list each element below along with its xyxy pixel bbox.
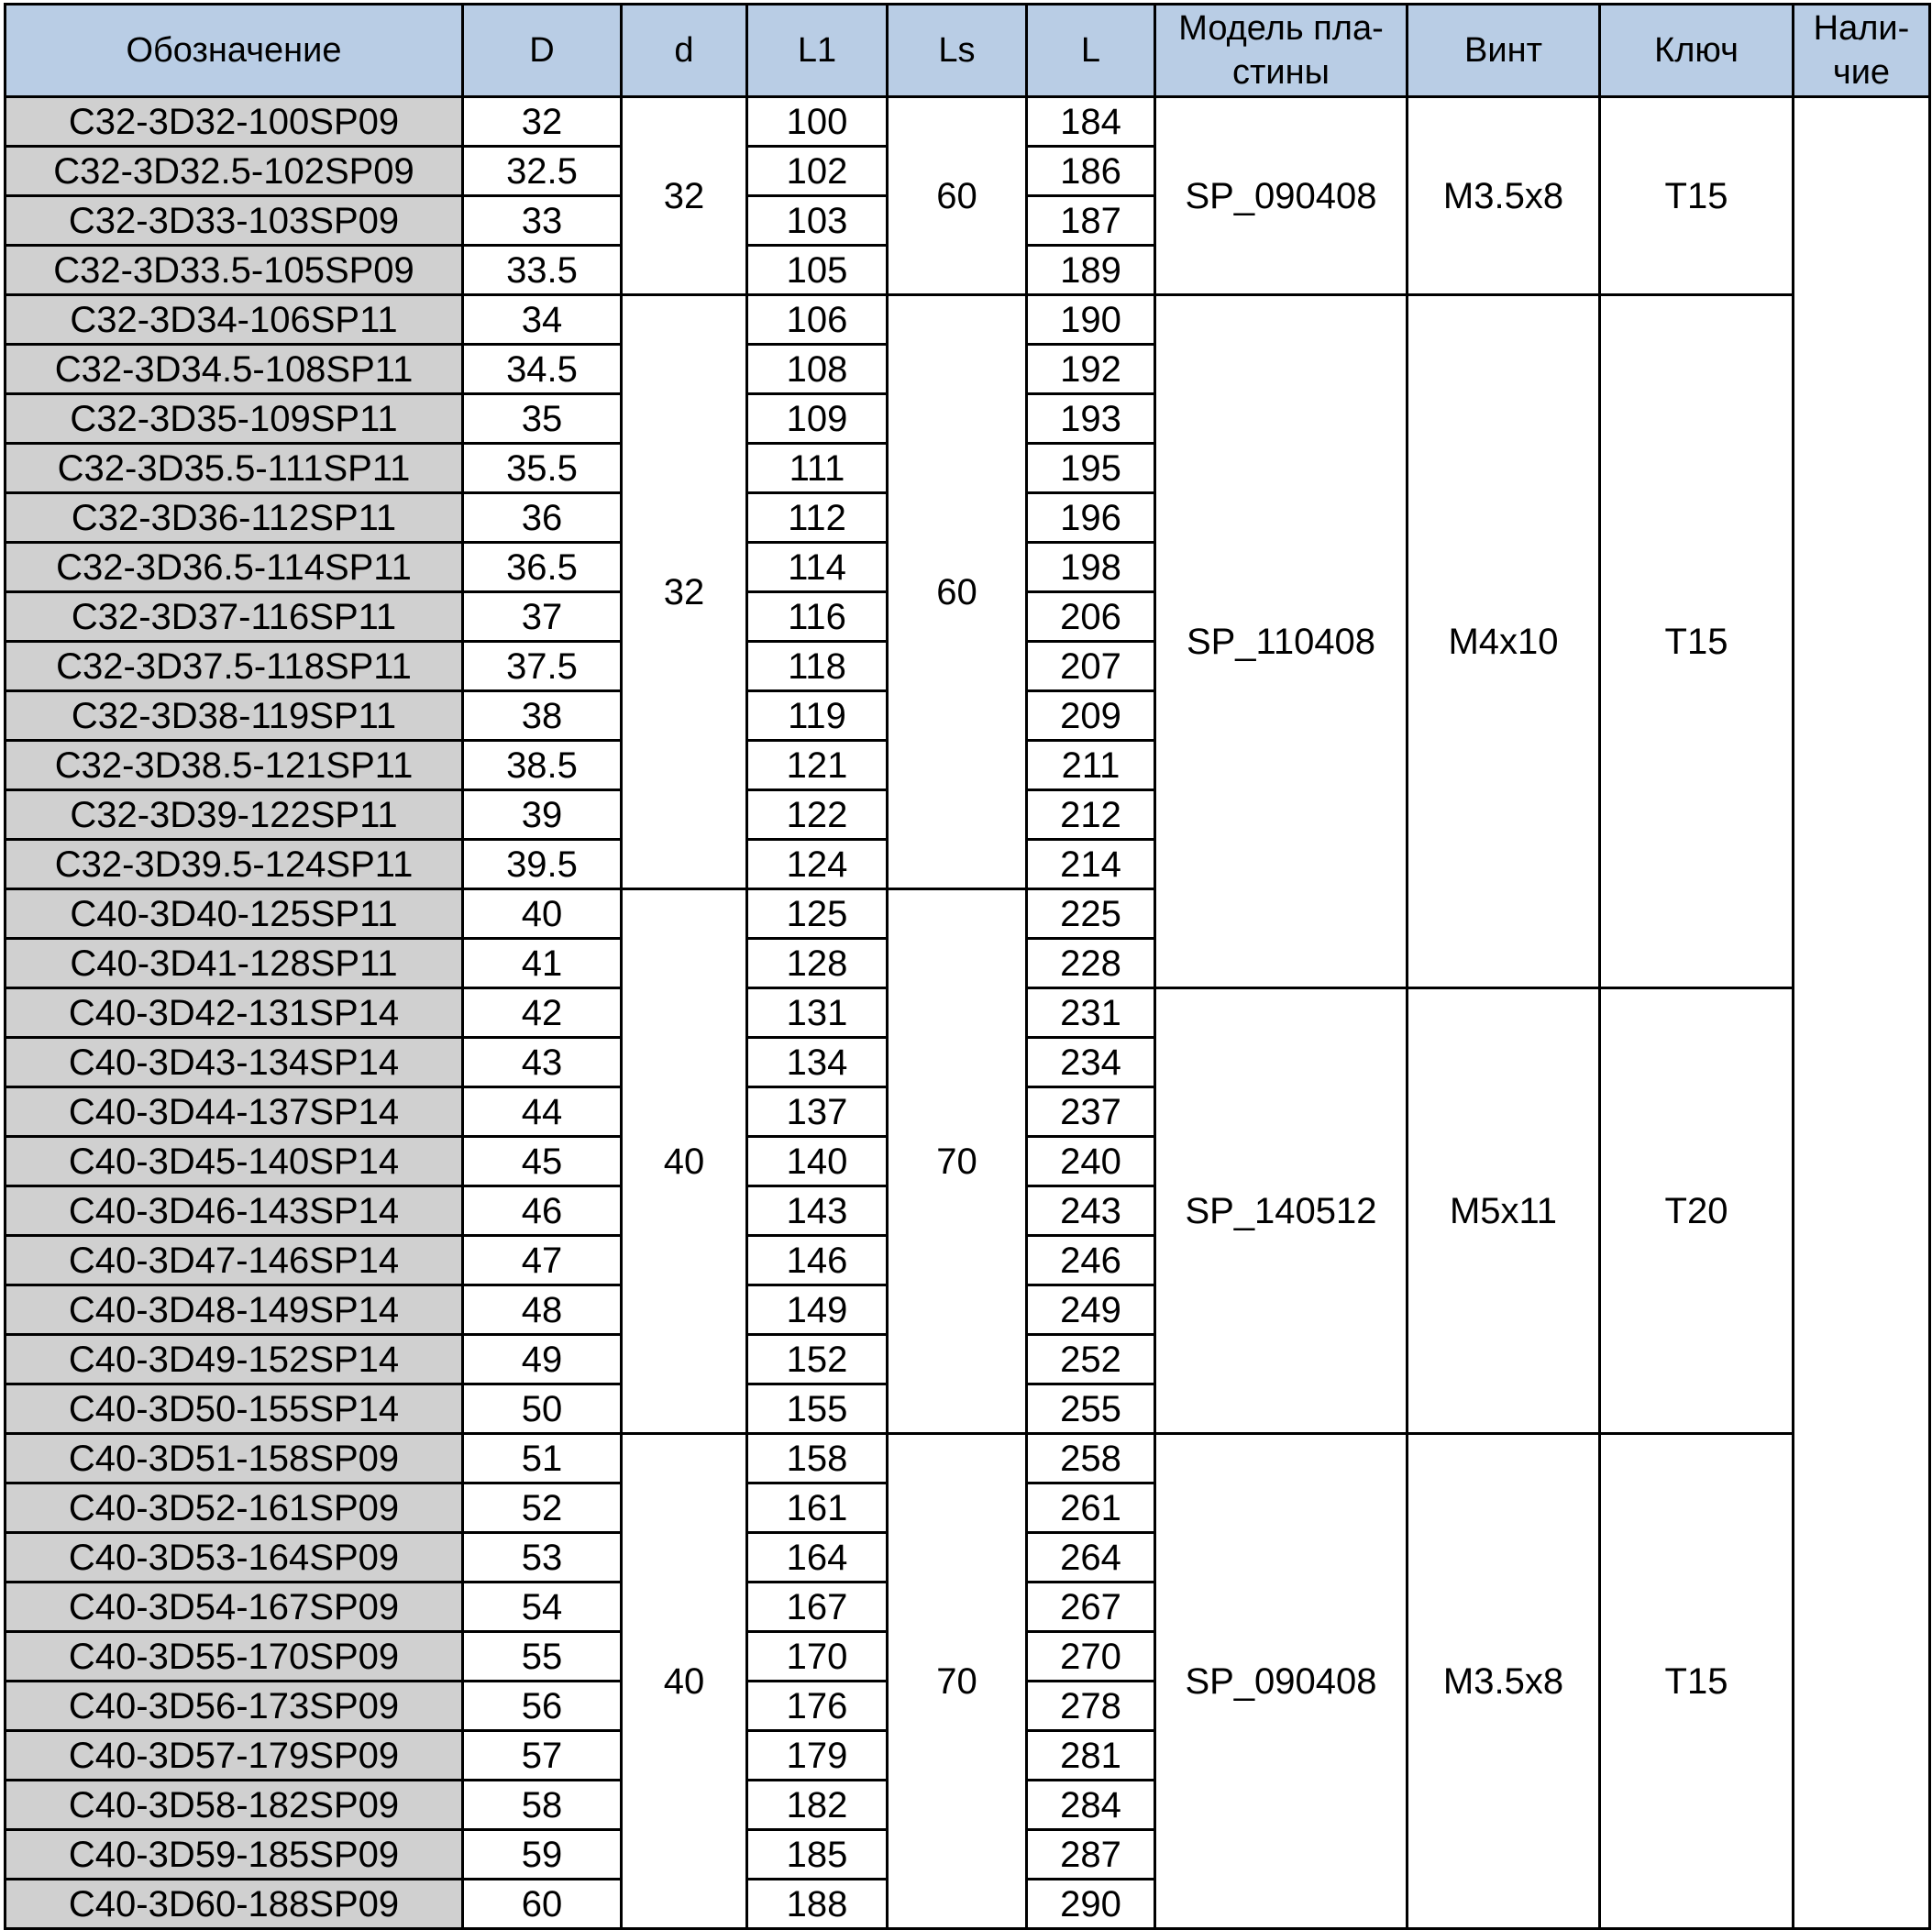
availability-cell bbox=[1794, 97, 1930, 1929]
length-L-cell: 246 bbox=[1027, 1236, 1155, 1285]
length-L1-cell: 109 bbox=[747, 394, 888, 444]
designation-cell: C40-3D60-188SP09 bbox=[6, 1880, 463, 1929]
header-designation: Обозначение bbox=[6, 5, 463, 97]
diameter-D-cell: 37.5 bbox=[463, 642, 622, 691]
length-L1-cell: 106 bbox=[747, 295, 888, 345]
designation-cell: C40-3D51-158SP09 bbox=[6, 1434, 463, 1483]
tool-spec-table bbox=[4, 3, 1931, 1930]
length-L1-cell: 131 bbox=[747, 988, 888, 1038]
length-L-cell: 261 bbox=[1027, 1483, 1155, 1533]
length-L1-cell: 170 bbox=[747, 1632, 888, 1682]
length-L1-cell: 105 bbox=[747, 246, 888, 295]
designation-cell: C40-3D43-134SP14 bbox=[6, 1038, 463, 1087]
designation-cell: C40-3D50-155SP14 bbox=[6, 1384, 463, 1434]
length-L1-cell: 122 bbox=[747, 790, 888, 840]
insert-model-cell: SP_090408 bbox=[1155, 1434, 1408, 1929]
designation-cell: C32-3D36.5-114SP11 bbox=[6, 543, 463, 592]
diameter-D-cell: 33 bbox=[463, 196, 622, 246]
length-L1-cell: 134 bbox=[747, 1038, 888, 1087]
diameter-D-cell: 32.5 bbox=[463, 147, 622, 196]
screw-cell: M3.5x8 bbox=[1408, 97, 1600, 295]
diameter-D-cell: 33.5 bbox=[463, 246, 622, 295]
length-L-cell: 234 bbox=[1027, 1038, 1155, 1087]
shank-Ls-cell: 70 bbox=[888, 1434, 1027, 1929]
length-L1-cell: 182 bbox=[747, 1781, 888, 1830]
designation-cell: C40-3D41-128SP11 bbox=[6, 939, 463, 988]
screw-cell: M5x11 bbox=[1408, 988, 1600, 1434]
diameter-D-cell: 39 bbox=[463, 790, 622, 840]
length-L1-cell: 125 bbox=[747, 889, 888, 939]
length-L1-cell: 143 bbox=[747, 1186, 888, 1236]
diameter-D-cell: 42 bbox=[463, 988, 622, 1038]
length-L-cell: 211 bbox=[1027, 741, 1155, 790]
diameter-D-cell: 49 bbox=[463, 1335, 622, 1384]
designation-cell: C40-3D57-179SP09 bbox=[6, 1731, 463, 1781]
key-cell: T15 bbox=[1600, 97, 1794, 295]
length-L-cell: 231 bbox=[1027, 988, 1155, 1038]
length-L1-cell: 140 bbox=[747, 1137, 888, 1186]
designation-cell: C40-3D53-164SP09 bbox=[6, 1533, 463, 1583]
designation-cell: C32-3D35.5-111SP11 bbox=[6, 444, 463, 493]
length-L-cell: 249 bbox=[1027, 1285, 1155, 1335]
table-row bbox=[6, 97, 1930, 147]
length-L1-cell: 188 bbox=[747, 1880, 888, 1929]
diameter-D-cell: 37 bbox=[463, 592, 622, 642]
diameter-D-cell: 34.5 bbox=[463, 345, 622, 394]
designation-cell: C40-3D45-140SP14 bbox=[6, 1137, 463, 1186]
length-L1-cell: 116 bbox=[747, 592, 888, 642]
length-L-cell: 228 bbox=[1027, 939, 1155, 988]
designation-cell: C40-3D58-182SP09 bbox=[6, 1781, 463, 1830]
diameter-D-cell: 36.5 bbox=[463, 543, 622, 592]
length-L1-cell: 119 bbox=[747, 691, 888, 741]
header-insert-model: Модель пла- стины bbox=[1155, 5, 1408, 97]
designation-cell: C40-3D48-149SP14 bbox=[6, 1285, 463, 1335]
designation-cell: C32-3D37.5-118SP11 bbox=[6, 642, 463, 691]
diameter-D-cell: 57 bbox=[463, 1731, 622, 1781]
diameter-D-cell: 35 bbox=[463, 394, 622, 444]
length-L-cell: 240 bbox=[1027, 1137, 1155, 1186]
designation-cell: C40-3D40-125SP11 bbox=[6, 889, 463, 939]
table-row bbox=[6, 1434, 1930, 1483]
length-L1-cell: 179 bbox=[747, 1731, 888, 1781]
length-L-cell: 193 bbox=[1027, 394, 1155, 444]
length-L-cell: 187 bbox=[1027, 196, 1155, 246]
insert-model-cell: SP_110408 bbox=[1155, 295, 1408, 988]
insert-model-cell: SP_090408 bbox=[1155, 97, 1408, 295]
length-L-cell: 252 bbox=[1027, 1335, 1155, 1384]
header-key: Ключ bbox=[1600, 5, 1794, 97]
insert-model-cell: SP_140512 bbox=[1155, 988, 1408, 1434]
diameter-D-cell: 36 bbox=[463, 493, 622, 543]
diameter-D-cell: 54 bbox=[463, 1583, 622, 1632]
length-L-cell: 195 bbox=[1027, 444, 1155, 493]
length-L-cell: 255 bbox=[1027, 1384, 1155, 1434]
length-L1-cell: 152 bbox=[747, 1335, 888, 1384]
diameter-D-cell: 53 bbox=[463, 1533, 622, 1583]
length-L-cell: 278 bbox=[1027, 1682, 1155, 1731]
length-L1-cell: 137 bbox=[747, 1087, 888, 1137]
designation-cell: C32-3D33.5-105SP09 bbox=[6, 246, 463, 295]
key-cell: T15 bbox=[1600, 295, 1794, 988]
designation-cell: C40-3D42-131SP14 bbox=[6, 988, 463, 1038]
length-L-cell: 243 bbox=[1027, 1186, 1155, 1236]
shank-d-cell: 32 bbox=[622, 295, 747, 889]
designation-cell: C32-3D37-116SP11 bbox=[6, 592, 463, 642]
length-L1-cell: 158 bbox=[747, 1434, 888, 1483]
designation-cell: C40-3D44-137SP14 bbox=[6, 1087, 463, 1137]
designation-cell: C40-3D59-185SP09 bbox=[6, 1830, 463, 1880]
diameter-D-cell: 32 bbox=[463, 97, 622, 147]
header-L1: L1 bbox=[747, 5, 888, 97]
length-L1-cell: 112 bbox=[747, 493, 888, 543]
shank-d-cell: 40 bbox=[622, 889, 747, 1434]
diameter-D-cell: 34 bbox=[463, 295, 622, 345]
length-L-cell: 225 bbox=[1027, 889, 1155, 939]
shank-Ls-cell: 60 bbox=[888, 295, 1027, 889]
length-L-cell: 214 bbox=[1027, 840, 1155, 889]
length-L-cell: 209 bbox=[1027, 691, 1155, 741]
length-L-cell: 207 bbox=[1027, 642, 1155, 691]
length-L-cell: 212 bbox=[1027, 790, 1155, 840]
length-L1-cell: 128 bbox=[747, 939, 888, 988]
length-L-cell: 184 bbox=[1027, 97, 1155, 147]
screw-cell: M4x10 bbox=[1408, 295, 1600, 988]
diameter-D-cell: 56 bbox=[463, 1682, 622, 1731]
table-row bbox=[6, 295, 1930, 345]
diameter-D-cell: 59 bbox=[463, 1830, 622, 1880]
header-D: D bbox=[463, 5, 622, 97]
length-L-cell: 281 bbox=[1027, 1731, 1155, 1781]
designation-cell: C40-3D47-146SP14 bbox=[6, 1236, 463, 1285]
length-L1-cell: 124 bbox=[747, 840, 888, 889]
header-L: L bbox=[1027, 5, 1155, 97]
length-L1-cell: 167 bbox=[747, 1583, 888, 1632]
designation-cell: C32-3D32.5-102SP09 bbox=[6, 147, 463, 196]
diameter-D-cell: 39.5 bbox=[463, 840, 622, 889]
diameter-D-cell: 38.5 bbox=[463, 741, 622, 790]
length-L-cell: 258 bbox=[1027, 1434, 1155, 1483]
length-L1-cell: 108 bbox=[747, 345, 888, 394]
header-Ls: Ls bbox=[888, 5, 1027, 97]
designation-cell: C40-3D56-173SP09 bbox=[6, 1682, 463, 1731]
diameter-D-cell: 35.5 bbox=[463, 444, 622, 493]
designation-cell: C32-3D38-119SP11 bbox=[6, 691, 463, 741]
diameter-D-cell: 51 bbox=[463, 1434, 622, 1483]
length-L-cell: 287 bbox=[1027, 1830, 1155, 1880]
length-L1-cell: 146 bbox=[747, 1236, 888, 1285]
diameter-D-cell: 41 bbox=[463, 939, 622, 988]
length-L-cell: 198 bbox=[1027, 543, 1155, 592]
length-L-cell: 190 bbox=[1027, 295, 1155, 345]
diameter-D-cell: 46 bbox=[463, 1186, 622, 1236]
header-availability: Нали- чие bbox=[1794, 5, 1930, 97]
table-body bbox=[6, 97, 1930, 1929]
header-row bbox=[6, 5, 1930, 97]
length-L-cell: 189 bbox=[1027, 246, 1155, 295]
key-cell: T20 bbox=[1600, 988, 1794, 1434]
diameter-D-cell: 43 bbox=[463, 1038, 622, 1087]
length-L-cell: 206 bbox=[1027, 592, 1155, 642]
designation-cell: C40-3D46-143SP14 bbox=[6, 1186, 463, 1236]
diameter-D-cell: 52 bbox=[463, 1483, 622, 1533]
length-L-cell: 237 bbox=[1027, 1087, 1155, 1137]
designation-cell: C40-3D49-152SP14 bbox=[6, 1335, 463, 1384]
length-L1-cell: 118 bbox=[747, 642, 888, 691]
length-L1-cell: 111 bbox=[747, 444, 888, 493]
length-L1-cell: 161 bbox=[747, 1483, 888, 1533]
diameter-D-cell: 47 bbox=[463, 1236, 622, 1285]
diameter-D-cell: 58 bbox=[463, 1781, 622, 1830]
length-L1-cell: 164 bbox=[747, 1533, 888, 1583]
length-L-cell: 270 bbox=[1027, 1632, 1155, 1682]
shank-d-cell: 32 bbox=[622, 97, 747, 295]
designation-cell: C40-3D52-161SP09 bbox=[6, 1483, 463, 1533]
key-cell: T15 bbox=[1600, 1434, 1794, 1929]
designation-cell: C32-3D39.5-124SP11 bbox=[6, 840, 463, 889]
shank-Ls-cell: 70 bbox=[888, 889, 1027, 1434]
diameter-D-cell: 55 bbox=[463, 1632, 622, 1682]
diameter-D-cell: 50 bbox=[463, 1384, 622, 1434]
length-L1-cell: 102 bbox=[747, 147, 888, 196]
shank-Ls-cell: 60 bbox=[888, 97, 1027, 295]
designation-cell: C32-3D32-100SP09 bbox=[6, 97, 463, 147]
diameter-D-cell: 45 bbox=[463, 1137, 622, 1186]
diameter-D-cell: 48 bbox=[463, 1285, 622, 1335]
length-L-cell: 290 bbox=[1027, 1880, 1155, 1929]
length-L1-cell: 155 bbox=[747, 1384, 888, 1434]
header-d: d bbox=[622, 5, 747, 97]
header-screw: Винт bbox=[1408, 5, 1600, 97]
length-L-cell: 284 bbox=[1027, 1781, 1155, 1830]
length-L1-cell: 121 bbox=[747, 741, 888, 790]
diameter-D-cell: 44 bbox=[463, 1087, 622, 1137]
diameter-D-cell: 38 bbox=[463, 691, 622, 741]
designation-cell: C32-3D34.5-108SP11 bbox=[6, 345, 463, 394]
length-L1-cell: 176 bbox=[747, 1682, 888, 1731]
length-L-cell: 267 bbox=[1027, 1583, 1155, 1632]
length-L-cell: 186 bbox=[1027, 147, 1155, 196]
designation-cell: C32-3D34-106SP11 bbox=[6, 295, 463, 345]
designation-cell: C40-3D54-167SP09 bbox=[6, 1583, 463, 1632]
designation-cell: C32-3D39-122SP11 bbox=[6, 790, 463, 840]
screw-cell: M3.5x8 bbox=[1408, 1434, 1600, 1929]
designation-cell: C40-3D55-170SP09 bbox=[6, 1632, 463, 1682]
designation-cell: C32-3D38.5-121SP11 bbox=[6, 741, 463, 790]
designation-cell: C32-3D36-112SP11 bbox=[6, 493, 463, 543]
length-L-cell: 196 bbox=[1027, 493, 1155, 543]
length-L1-cell: 103 bbox=[747, 196, 888, 246]
length-L1-cell: 114 bbox=[747, 543, 888, 592]
length-L1-cell: 185 bbox=[747, 1830, 888, 1880]
length-L1-cell: 100 bbox=[747, 97, 888, 147]
length-L-cell: 264 bbox=[1027, 1533, 1155, 1583]
length-L-cell: 192 bbox=[1027, 345, 1155, 394]
diameter-D-cell: 40 bbox=[463, 889, 622, 939]
diameter-D-cell: 60 bbox=[463, 1880, 622, 1929]
length-L1-cell: 149 bbox=[747, 1285, 888, 1335]
designation-cell: C32-3D33-103SP09 bbox=[6, 196, 463, 246]
designation-cell: C32-3D35-109SP11 bbox=[6, 394, 463, 444]
shank-d-cell: 40 bbox=[622, 1434, 747, 1929]
